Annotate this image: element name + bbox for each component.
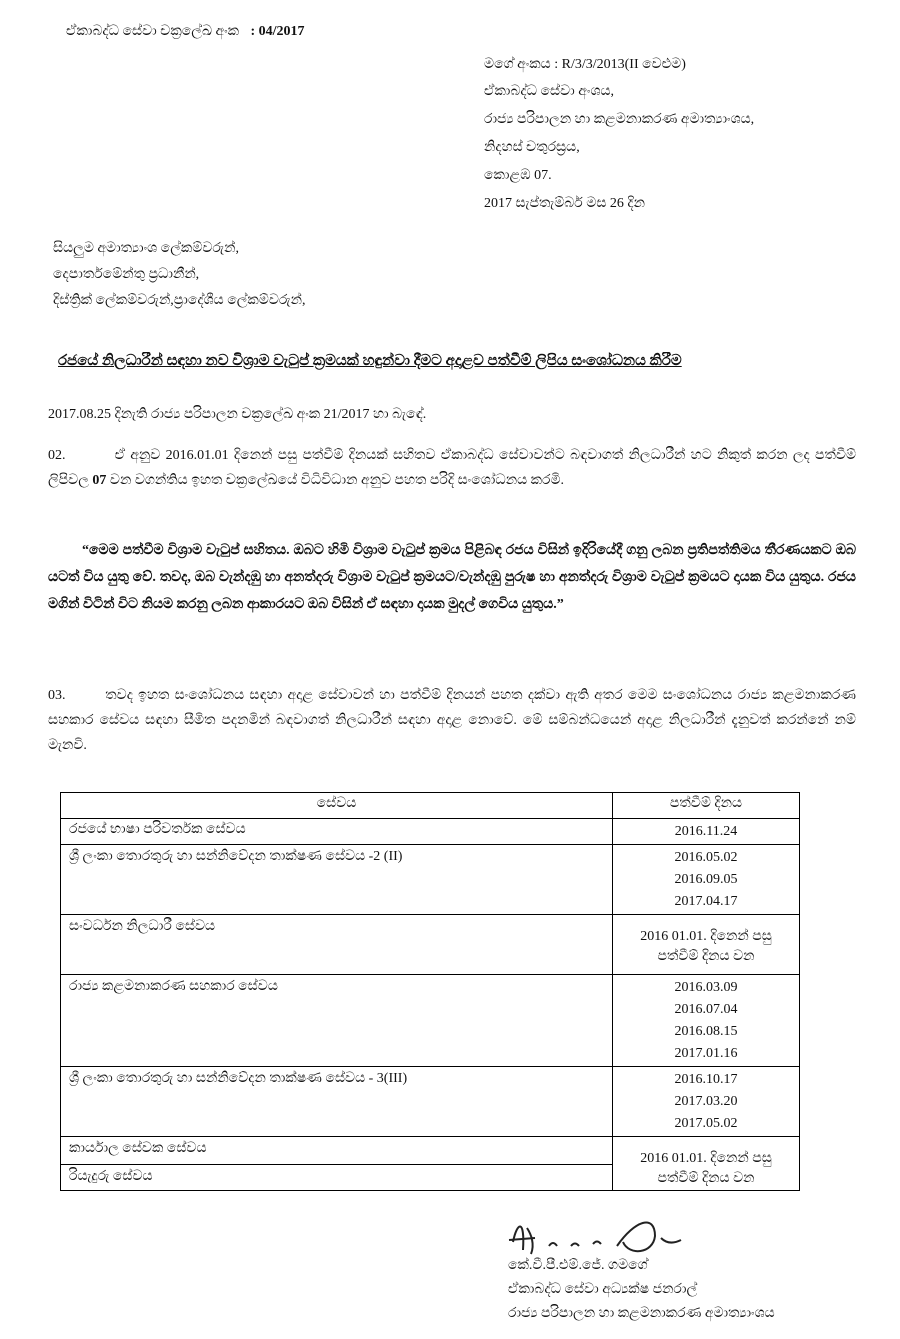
signatory-title: ඒකාබද්ධ සේවා අධ්‍යක්ෂ ජනරාල්	[508, 1282, 698, 1297]
table-row	[61, 975, 800, 1067]
service-name: සංවර්ධන නිලධාරී සේවය	[61, 915, 613, 975]
date-value: 2016.11.24	[674, 824, 738, 839]
date-value: 2016.07.04	[674, 1002, 738, 1017]
reference-line: 2017.08.25 දිනැති රාජ්‍ය පරිපාලන චක්‍රලේඛ අංක 21/2017 හා බැඳේ.	[48, 407, 427, 422]
date-value: 2016.08.15	[674, 1024, 738, 1039]
column-header-service: සේවය	[61, 793, 613, 819]
table-row	[61, 915, 800, 975]
date-value: 2016.10.17	[674, 1072, 738, 1087]
appointment-dates	[613, 915, 800, 975]
recipient-line: දෙපාර්තමේන්තු ප්‍රධානීන්,	[53, 267, 200, 282]
paragraph-03	[48, 683, 856, 758]
table-header-row	[61, 793, 800, 819]
column-header-appointment-date: පත්වීම් දිනය	[613, 793, 800, 819]
circular-number-value: : 04/2017	[250, 24, 305, 39]
service-name: රියැදුරු සේවය	[61, 1165, 613, 1191]
table-row	[61, 819, 800, 845]
date-value: 2016.03.09	[674, 980, 738, 995]
paragraph-text: තවද ඉහත සංශෝධනය සඳහා අදාළ සේවාවන් හා පත්වීම් දිනයන් පහත දක්වා ඇති අතර මෙම සංශෝධනය රාජ්‍ය කළමනාකරණ සහකාර සේවය සඳහා සීමිත පදනමින් බඳවාගත් නිලධාරීන් සඳහා අදාළ නොවේ. මේ සම්බන්ධයෙන් අදාළ නිලධාරීන් දැනුවත් කරන්නේ නම් මැනවි.	[48, 688, 856, 753]
paragraph-02	[48, 443, 856, 493]
date-value: 2017.01.16	[674, 1046, 738, 1061]
paragraph-text: ඒ අනුව 2016.01.01 දිනෙන් පසු පත්වීම් දිනයක් සහිතව ඒකාබද්ධ සේවාවන්ට බඳවාගත් නිලධාරීන් හට නිකුත් කරන ලද පත්වීම් ලිපිවල	[48, 448, 857, 488]
date-value: 2016.09.05	[674, 872, 738, 887]
recipient-line: දිස්ත්‍රික් ලේකම්වරුන්,ප්‍රාදේශීය ලේකම්වරුන්,	[53, 293, 306, 308]
signatory-block	[508, 1254, 775, 1326]
table-row	[61, 845, 800, 915]
amendment-quote: “මෙම පත්වීම විශ්‍රාම වැටුප් සහිතය. ඔබට හිමි විශ්‍රාම වැටුප් ක්‍රමය පිළිබඳ රජය විසින් ඉදිරියේදී ගනු ලබන ප්‍රතිපත්තිමය තීරණයකට ඔබ යටත් විය යුතු වේ. තවද, ඔබ වැන්දඹු හා අනත්දරු විශ්‍රාම වැටුප් ක්‍රමයට/වැන්දඹු පුරුෂ හා අනත්දරු විශ්‍රාම වැටුප් ක්‍රමයට දායක විය යුතුය. රජය මගින් විටින් විට නියම කරනු ලබන ආකාරයට ඔබ විසින් ඒ සඳහා දායක මුදල් ගෙවිය යුතුය.”	[48, 543, 856, 612]
paragraph-number: 02.	[48, 448, 66, 463]
service-name: කාර්යාල සේවක සේවය	[61, 1137, 613, 1165]
date-value: 2017.03.20	[674, 1094, 738, 1109]
date-value: 2016.05.02	[674, 850, 738, 865]
service-name: ශ්‍රී ලංකා තොරතුරු හා සන්නිවේදන තාක්ෂණ සේවය - 3(III)	[61, 1067, 613, 1137]
appointment-dates	[613, 819, 800, 845]
services-table	[60, 792, 800, 1191]
date-value: 2017.05.02	[674, 1116, 738, 1131]
sender-line: ඒකාබද්ධ සේවා අංශය,	[484, 84, 615, 99]
table-row	[61, 1137, 800, 1165]
appointment-dates	[613, 975, 800, 1067]
recipient-line: සියලුම අමාත්‍යාංශ ලේකම්වරුන්,	[53, 241, 239, 256]
appointment-dates	[613, 1067, 800, 1137]
paragraph-text: වන වගන්තිය ඉහත චක්‍රලේඛයේ විධිවිධාන අනුව පහත පරිදි සංශෝධනය කරමි.	[106, 473, 565, 488]
clause-number: 07	[92, 473, 107, 488]
services-table-wrapper	[60, 792, 800, 1191]
recipients-block	[53, 236, 306, 314]
appointment-dates	[613, 1137, 800, 1191]
service-name: රජයේ භාෂා පරිවර්තක සේවය	[61, 819, 613, 845]
signatory-name: කේ.වී.පී.එම්.ජේ. ගමගේ	[508, 1258, 648, 1273]
sender-line: කොළඹ 07.	[484, 168, 552, 183]
service-name: රාජ්‍ය කළමනාකරණ සහකාර සේවය	[61, 975, 613, 1067]
service-name: ශ්‍රී ලංකා තොරතුරු හා සන්නිවේදන තාක්ෂණ සේවය -2 (II)	[61, 845, 613, 915]
date-value: පත්වීම් දිනය වන	[657, 1171, 755, 1186]
signatory-ministry: රාජ්‍ය පරිපාලන හා කළමනාකරණ අමාත්‍යාංශය	[508, 1306, 775, 1321]
date-value: 2017.04.17	[674, 894, 738, 909]
sender-line: රාජ්‍ය පරිපාලන හා කළමනාකරණ අමාත්‍යාංශය,	[484, 112, 755, 127]
sender-block	[484, 52, 754, 218]
appointment-dates	[613, 845, 800, 915]
date-value: 2016 01.01. දිනෙන් පසු	[640, 1151, 772, 1166]
paragraph-number: 03.	[48, 688, 66, 703]
subject-heading: රජයේ නිලධාරීන් සඳහා නව විශ්‍රාම වැටුප් ක්‍රමයක් හඳුන්වා දීමට අදාළව පත්වීම් ලිපිය සංශෝධනය කිරීම	[58, 353, 682, 369]
sender-date: 2017 සැප්තැම්බර් මස 26 දින	[484, 196, 645, 211]
sender-reference: මගේ අංකය : R/3/3/2013(II වෙළුම)	[484, 57, 686, 72]
date-value: 2016 01.01. දිනෙන් පසු	[640, 929, 772, 944]
circular-number	[66, 22, 305, 42]
circular-number-label: ඒකාබද්ධ සේවා චක්‍රලේඛ අංක	[66, 24, 239, 39]
date-value: පත්වීම් දිනය වන	[657, 949, 755, 964]
table-row	[61, 1067, 800, 1137]
sender-line: නිදහස් චතුරස්‍රය,	[484, 140, 580, 155]
